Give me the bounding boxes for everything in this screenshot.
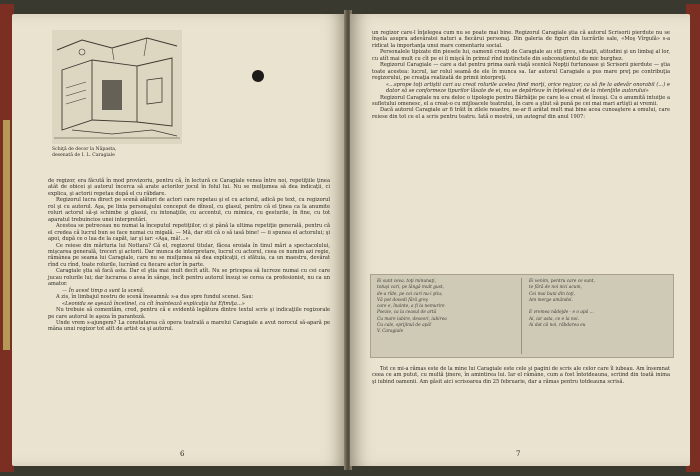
quote: «Leonida se aşează încetinel, cu cît înaintează explicaţia lui Efimiţa...» [62,300,245,307]
paragraph: Regizorul Caragiale nu era deloc o tipologie pentru Bărbăţie pe care le-a creat el însuşi. Cu o anumită intuiţie a sufletului omenesc, el a creat-o cu mijloacele teatrului, în care a ştiut să pună pe cei mai mari artişti ai vremii. [372,94,670,107]
left-page-body [48,178,330,333]
letter-line: Vă pot dovedi fără greş [377,297,428,303]
page-hole [252,70,264,82]
illustration-caption: Schiţă de decor la Năpasta, desenată de I. L. Caragiale [52,147,117,158]
paragraph: un regizor care-l înţelegea cum nu se poate mai bine. Regizorul Caragiale ştia că autorul Scrisorii pierdute nu se înşela asupra adevăratei naturi a fiecărui personaj. Din galeria de figuri din lucrările sale, «Moş Vîrgulă» s-a ridicat la importanţa unui mare comentariu social. [372,30,670,49]
paragraph: Personalele tipizate din piesele lui, oamenii creaţi de Caragiale au stil greu, situaţii, atitudini şi un limbaj al lor, cu atît mai mult cu cît pe ei îi mişcă în primul rînd instinctele din subconştientul de mic burghez. [372,49,670,62]
letter-line: Cu cale, sprijinul de apă! [377,323,432,329]
paragraph: Unde vrem s-ajungem? La constatarea că opera teatrală a marelui Caragiale a avut norocul să-apară pe mâna unui regizor tot atît de artist ca şi autorul. [48,319,330,333]
letter-line: te fără de noi nici acum, [529,285,582,291]
letter-line: Ei sunt ceva, toţi minunaţi, [377,279,436,284]
page-number: 6 [180,450,185,458]
right-page-body [372,30,670,120]
spine-label-icon [2,120,11,350]
letter-line: E vremea nădejde - e o apă ... [529,310,594,316]
paragraph: Dacă autorul Caragiale ar fi trăit în zilele noastre, ne-ar fi arătat mult mai bine acea cunoaştere a omului, care reiese din tot ce el a scris pentru teatru. Iată o mostră, un autograf din anul 1907: [372,107,670,120]
letter-line: totuşi cari, pe lângă mult gust, [377,285,445,291]
paragraph: Caragiale ştia să facă asta. Dar el ştia mai mult decît atît. Nu se pricepea să lucreze numai cu cei care jucau rolurile lui; dar lucrarea o avea în sânge, încît pentru autorul însuşi se cerea ca profesionist, nu ca un amator. [48,268,330,288]
autograph-letter-facsimile [370,274,674,358]
paragraph: de regizor, era făcută în mod provizoriu, pentru că, în lectură ce Caragiale venea între noi, repetiţiile ţinea atât de obicei şi autorul încerca să arate actorilor jocul în folul lui. Nu se mulţumea să dea indicaţii, ci explica, şi actorii repetau după el cu răbdare. [48,178,330,197]
quote: «...sprope toţi artiştii cari au creat rolurile acelea fiind morţi, orice regizor, ca să fie la adevăr onorabil (...) e dator să se conformeze tipurilor lăsate de ei, nu se depărteze în înţelesul ei de la intenţiile autorului» [386,81,670,95]
letter-line: Ei venim, pentru care ce sunt, [529,279,595,284]
paragraph: Tot ce mi-a rămas este de la mine lui Caragiale este cele şi pagini de scris ale celor care îl iubeau. Am însemnat ceea ce am putut, cu multă ţinere, în amintirea lui. Iar el rămâne, cum a fost întotdeauna, scriind din toată inima şi iubind oamenii. Am găsit aici scrisoarea din 25 februarie, dar a rămas pentru totdeauna scrisă. [372,366,670,385]
paragraph: A zis, în limbajul nostru de scenă înseamnă: s-a dus spre fundul scenei. Sau: [56,294,254,301]
quote: — În acest timp a sunt la scenă. [62,287,145,294]
left-page [12,14,346,466]
letter-fold [521,278,522,354]
closing-text [372,366,670,385]
letter-line: Cu mare iubire, deseori, iubirea [377,316,447,322]
letter-line: de-a rîde, pe cei cari nu-i ştiu; [377,291,443,297]
paragraph: Acestea se petreceau nu numai la începutul repetiţiilor, ci şi până la ultima repetiţie generală, pentru că el credea că lucrul bun se face numai cu migală. — Mă, dar stii că o să iasă bine! — ii spunea el actorului; şi apoi, după ce o lua de la capăt, iar şi iar: «Aşa, mă!...» [48,223,330,243]
letter-right-column [529,279,669,329]
letter-line: Ai, iar asta, ce e la noi. [529,316,579,322]
paragraph: Regizorul lucra direct pe scenă alături de actori care repetau şi el cu actorul, adică pe text, cu regizorul rol şi cu autorul. Aşa, pe linia personajului conceput de dînsul, cu glasul, pentru că el ţinea ca la anumite roluri actorul să-şi schimbe şi glasul, cu intonaţiile, cu accentul, cu mimica, cu gesturile, în fine, cu tot aparatul trebuincios unei interpretări. [48,197,330,223]
letter-signature: V. Caragiale [377,329,404,335]
letter-line: Poezie, ca la ceasul de artă [377,310,437,316]
page-number: 7 [516,450,521,458]
letter-line: care e, înainte, a fi la nemurire [377,304,445,310]
letter-line: Am merge amândoi. [529,297,573,303]
letter-line: Ai dat că noi, răbdarea eu [529,323,586,329]
paragraph: Regizorul Caragiale — care a dat pentru prima oară viaţă scenică Nopţii furtunoase şi Scrisorii pierdute — ştia toate acestea: lucrul, iar rolul seamă de ele în munca sa. Iar autorul Caragiale a pus mare preţ pe contribuţia regizorului, pe creaţia realizată de primii interpreţi. [372,62,670,82]
letter-left-column [377,279,517,336]
paragraph: Ce reiese din mărturia lui Nottara? Că el, regizorul titular, făcea eroiala în tinul mări a spectacolului, mişcarea generală, treceri şi actorii. Dar munca de interpretare, lucrul cu actorul, ceea ce numim azi regie, rămânea pe seama lui Caragiale, care nu se mulţumea să dea explicaţii, ci sfătuia, ca un maestru, devărat rînd cu rînd, toate rolurile, lucrând cu fiecare actor în parte. [48,242,330,268]
paragraph: Nu trebuie să comentăm, cred, pentru că e evidentă legătura dintre textul scris şi indicaţiile regizorale pe care autorul le aşeza în paranteză. [48,307,330,320]
letter-line: Cei mai buni din toţi, [529,291,576,297]
right-page [350,14,690,466]
stage-sketch-illustration [52,30,182,144]
